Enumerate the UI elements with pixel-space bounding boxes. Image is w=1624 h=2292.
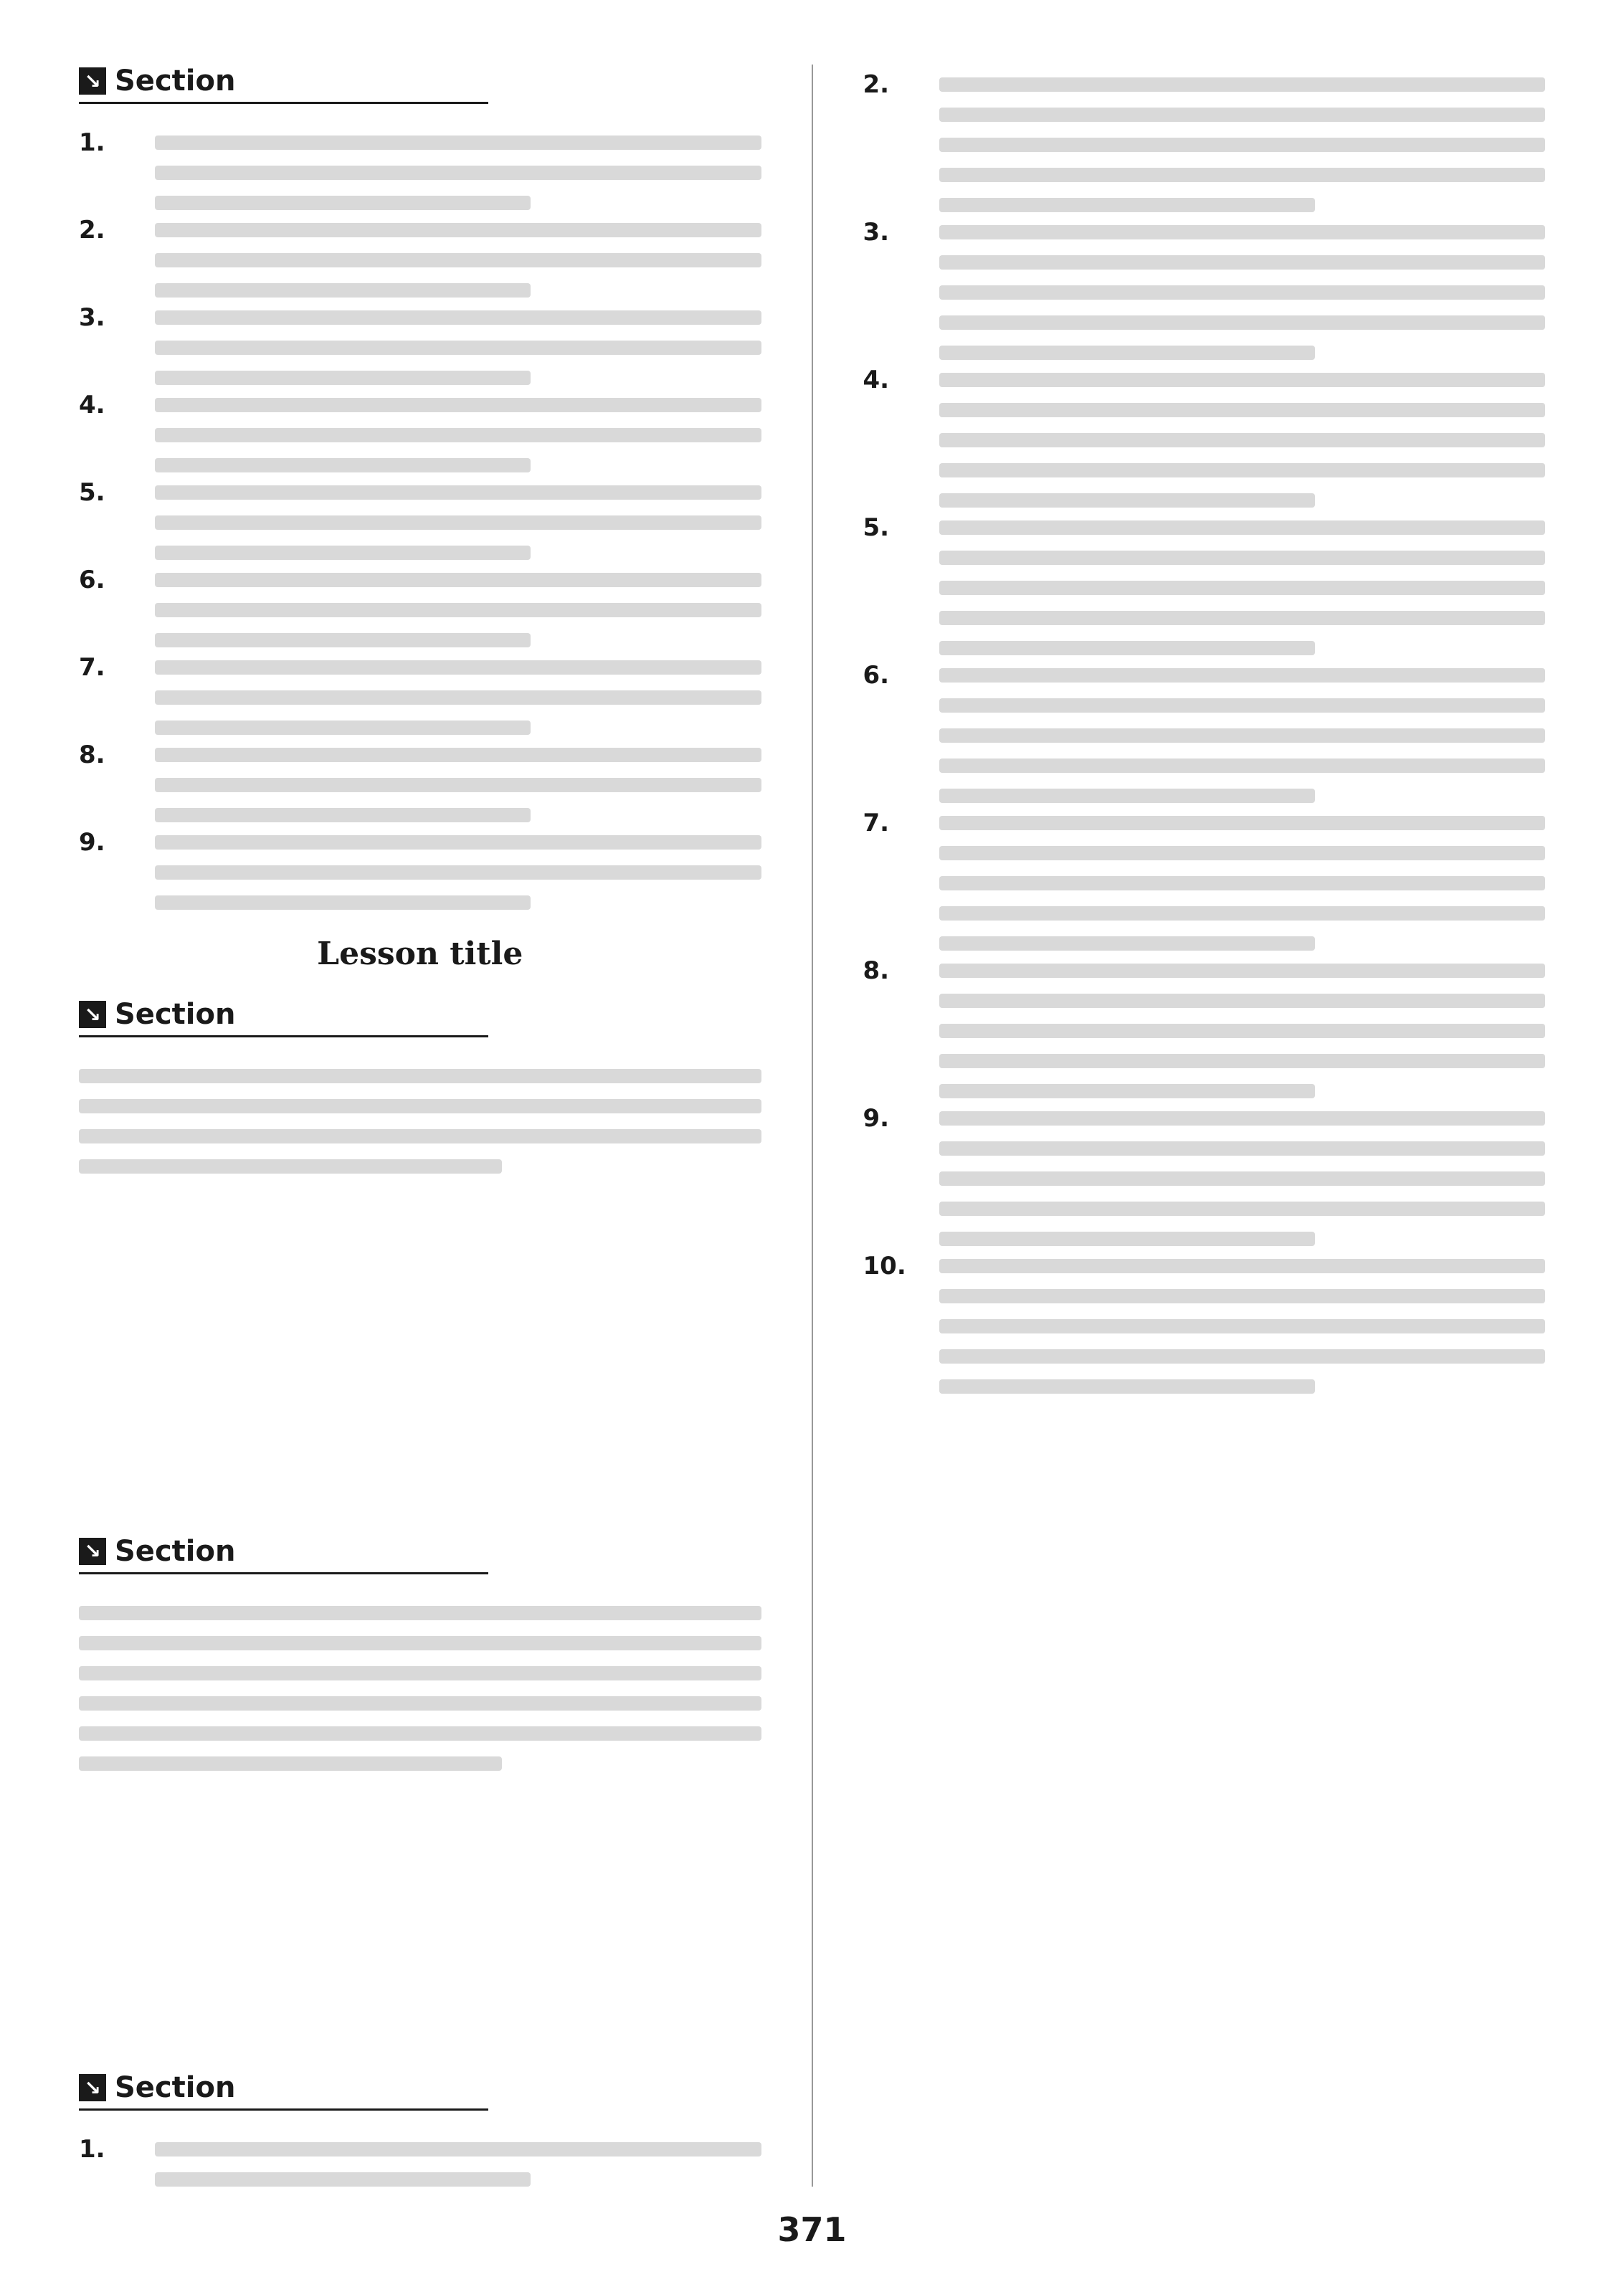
arrow-icon: ↘ [79,1538,106,1565]
answer-number: 4. [863,366,890,394]
answer-number: 9. [79,828,105,857]
text-block [79,1593,761,2053]
answer-number: 8. [863,956,890,985]
page-number: 371 [777,2210,847,2249]
answer-entry [863,951,1546,1098]
answer-entry [863,1246,1546,1394]
answer-number: 8. [79,741,105,769]
answer-number: 10. [863,1252,906,1280]
answer-list [863,65,1546,1394]
section-heading-label: Section [115,1534,236,1568]
answer-number: 5. [79,478,105,507]
answer-number: 6. [79,566,105,594]
section-heading [79,998,488,1037]
answer-number: 1. [79,2135,105,2164]
answer-entry [79,647,761,735]
section-heading [79,1535,488,1574]
arrow-icon: ↘ [79,67,106,95]
answer-entry [79,385,761,472]
answer-number: 6. [863,661,890,690]
section-heading-label: Section [115,2071,236,2104]
lesson-title: Lesson title [317,936,523,972]
answer-entry [863,1098,1546,1246]
answer-number: 2. [79,216,105,244]
section-heading-label: Section [115,65,236,98]
answer-number: 3. [863,218,890,247]
answer-entry [863,212,1546,360]
answer-entry [863,508,1546,655]
section-heading-label: Section [115,998,236,1031]
answer-list [79,2129,761,2187]
answer-entry [863,65,1546,212]
answer-entry [79,123,761,210]
answer-number: 9. [863,1104,890,1133]
answer-number: 7. [79,653,105,682]
answer-entry [79,822,761,910]
answer-entry [863,360,1546,508]
answer-entry [79,210,761,298]
left-column [79,65,761,2187]
answer-number: 2. [863,70,890,99]
arrow-icon: ↘ [79,1001,106,1028]
answer-number: 1. [79,128,105,157]
section-heading [79,2071,488,2111]
column-divider [812,65,813,2187]
answer-entry [79,298,761,385]
right-column [863,65,1546,2187]
answer-number: 4. [79,391,105,419]
answer-list [79,123,761,910]
answer-number: 7. [863,809,890,837]
answer-entry [79,735,761,822]
answer-entry [863,655,1546,803]
arrow-icon: ↘ [79,2074,106,2101]
answer-entry [79,472,761,560]
answer-entry [79,560,761,647]
answer-number: 3. [79,303,105,332]
section-heading [79,65,488,104]
two-column-layout [79,65,1545,2187]
answer-number: 5. [863,513,890,542]
text-block [79,1056,761,1516]
answer-entry [863,803,1546,951]
answer-entry [79,2129,761,2187]
